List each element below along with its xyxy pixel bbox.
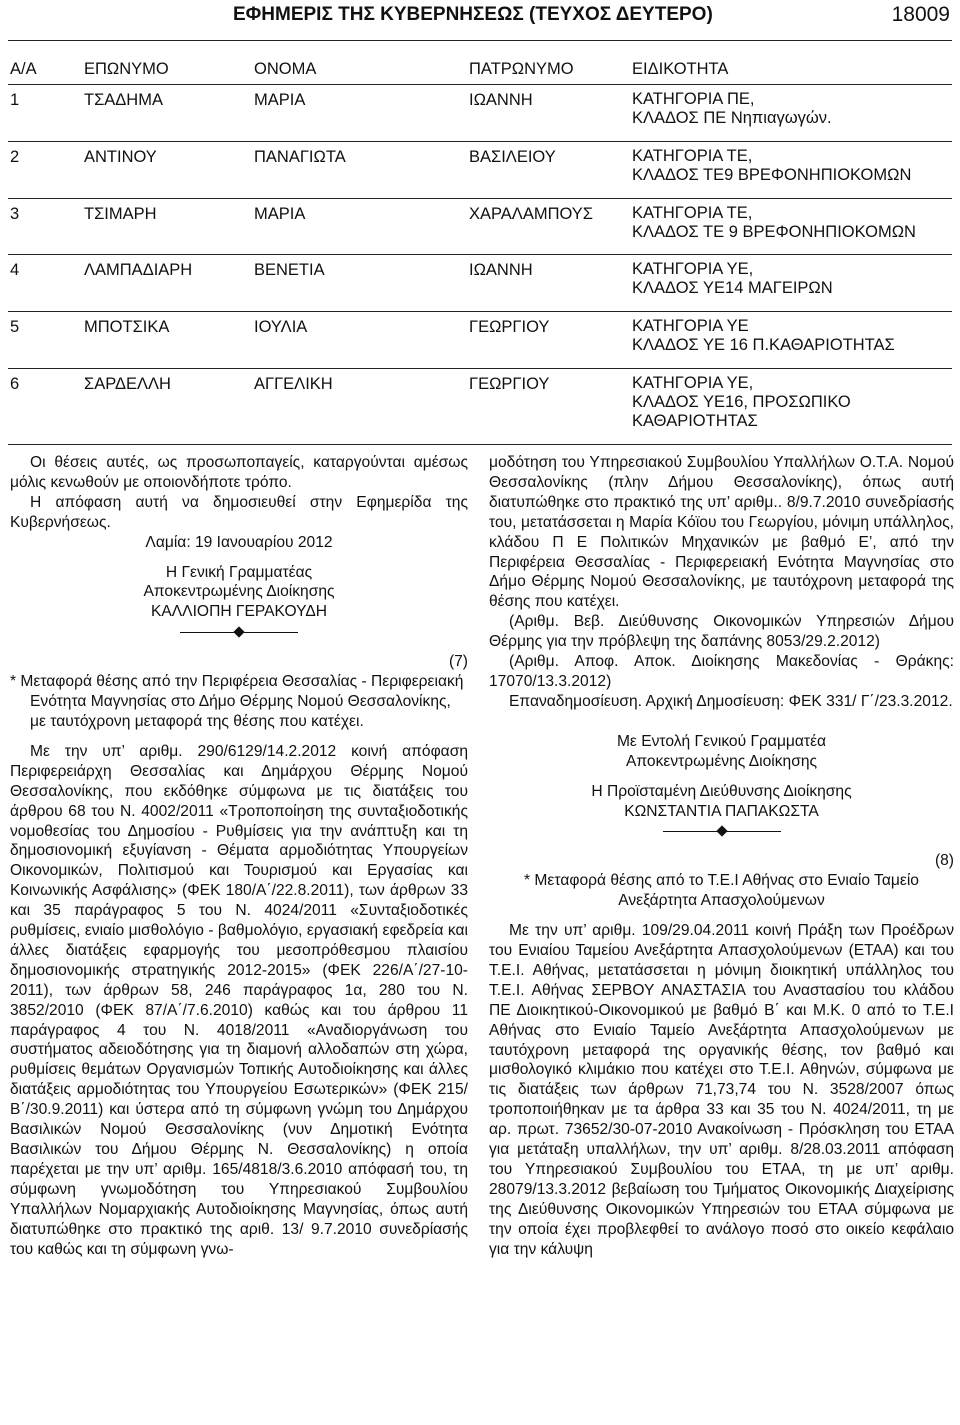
table-row xyxy=(8,142,952,199)
table-row xyxy=(8,85,952,142)
cell-father: ΓΕΩΡΓΙΟΥ xyxy=(469,318,550,336)
cell-father: ΙΩΑΝΝΗ xyxy=(469,261,533,279)
cell-specialty xyxy=(632,204,916,242)
page-number: 18009 xyxy=(891,3,950,26)
specialty-line: ΚΑΘΑΡΙΟΤΗΤΑΣ xyxy=(632,412,758,430)
specialty-line: ΚΑΤΗΓΟΡΙΑ ΥΕ, xyxy=(632,374,754,392)
cell-number: 6 xyxy=(10,375,20,393)
col-header-specialty: ΕΙΔΙΚΟΤΗΤΑ xyxy=(632,60,729,78)
republication-note: Επαναδημοσίευση. Αρχική Δημοσίευση: ΦΕΚ 331/ Γ΄/23.3.2012. xyxy=(509,692,953,710)
cell-number: 3 xyxy=(10,205,20,223)
signatory-line-3: Η Προϊσταμένη Διεύθυνσης Διοίκησης xyxy=(591,782,852,800)
specialty-line: ΚΛΑΔΟΣ ΤΕ9 ΒΡΕΦΟΝΗΠΙΟΚΟΜΩΝ xyxy=(632,166,912,184)
reference-approval: (Αριθμ. Αποφ. Αποκ. Διοίκησης Μακεδονίας - Θράκης: 17070/13.3.2012) xyxy=(489,653,954,690)
col-header-name: ΟΝΟΜΑ xyxy=(254,60,317,78)
transfer-body: Με την υπ’ αριθμ. 109/29.04.2011 κοινή Πράξη των Προέδρων του Ενιαίου Ταμείου Ανεξάρτητα Απασχολούμενων (ΕΤΑΑ) και του Τ.Ε.Ι. Αθήνας, μετατάσσεται η μόνιμη διοικητική υπάλληλος του Τ.Ε.Ι. Αθήνας ΣΕΡΒΟΥ ΑΝΑΣΤΑΣΙΑ του Αναστασίου του κλάδου ΠΕ Διοικητικού-Οικονομικού με βαθμό Β΄ και Μ.Κ. 0 από το Τ.Ε.Ι Αθήνας στο Ενιαίο Ταμείο Ανεξάρτητα Απασχολούμενων με ταυτόχρονη μεταφορά της οργανικής θέσης, τον βαθμό και μισθολογικό κλιμάκιο που κατέχει στο Τ.Ε.Ι. Αθηνών, σύμφωνα με τις διατάξεις των άρθρων 71,73,74 του Ν. 3528/2007 όπως τροποποιήθηκαν με τα άρθρα 33 και 35 του Ν. 4024/2011, τη με αρ. πρωτ. 73652/30-07-2010 Ανακοίνωση - Πρόσκληση του ΕΤΑΑ για μετάταξη υπαλλήλων, την υπ’ αριθμ. 8/28.03.2011 απόφαση του Υπηρεσιακού Συμβουλίου του ΕΤΑΑ, τη με υπ’ αριθμ. 28079/13.3.2012 βεβαίωση του Τμήματος Οικονομικής Διαχείρισης της Διεύθυνσης Οικονομικών Υπηρεσιών του ΕΤΑΑ σύμφωνα με την οποία έχει προβλεφθεί το ανάλογο ποσό στο οικείο κεφάλαιο για την κάλυψη xyxy=(489,922,954,1258)
col-header-surname: ΕΠΩΝΥΜΟ xyxy=(84,60,169,78)
cell-number: 1 xyxy=(10,91,20,109)
decision-body: Με την υπ’ αριθμ. 290/6129/14.2.2012 κοινή απόφαση Περιφερειάρχη Θεσσαλίας και Δημάρχου Θέρμης Νομού Θεσσαλονίκης, που εκδόθηκε σύμφωνα με τις διατάξεις του άρθρου 68 του Ν. 4002/2011 «Τροποποίηση της συνταξιοδοτικής νομοθεσίας του Δημοσίου - Ρυθμίσεις για την ανάπτυξη και τη δημοσιονομική εξυγίανση - Θέματα αρμοδιότητας Υπουργείων Οικονομικών, Πολιτισμού και Τουρισμού και Εργασίας και Κοινωνικής Ασφάλισης» (ΦΕΚ 180/Α΄/22.8.2011), των άρθρων 33 και 35 παράγραφος 5 του Ν. 4024/2011 «Συνταξιοδοτικές ρυθμίσεις, ενιαίο μισθολόγιο - βαθμολόγιο, εργασιακή εφεδρεία και άλλες διατάξεις εφαρμογής του μεσοπρόθεσμου πλαισίου δημοσιονομικής στρατηγικής 2012-2015» (ΦΕΚ 226/Α΄/27-10-2011), των άρθρων 58, 246 παράγραφος 1α, 280 του Ν. 3852/2010 (ΦΕΚ 87/Α΄/7.6.2010) καθώς και του άρθρου 11 παράγραφος 4 του Ν. 4018/2011 «Αναδιοργάνωση του συστήματος αδειοδότησης για τη διαμονή αλλοδαπών στη χώρα, ρυθμίσεις θεμάτων Οργανισμών Τοπικής Αυτοδιοίκησης και άλλες διατάξεις αρμοδιότητας του Υπουργείου Εσωτερικών» (ΦΕΚ 215/Β΄/30.9.2011) και ύστερα από τη σύμφωνη γνώμη του Δημάρχου Βασιλικών Νομού Θεσσαλονίκης (νυν Δημοτική Ενότητα Βασιλικών του Δήμου Θέρμης Ν. Θεσσαλονίκης) η οποία παρέχεται με την υπ’ αριθμ. 165/4818/3.6.2010 απόφασή του, τη σύμφωνη γνωμοδότηση του Υπηρεσιακού Συμβουλίου Υπαλλήλων Νομαρχιακής Αυτοδιοίκησης Μαγνησίας, όπως αυτή διατυπώθηκε στο πρακτικό της αριθ. 13/ 9.7.2010 συνεδρίασής του καθώς και τη σύμφωνη γνω- xyxy=(10,742,468,1258)
reference-budget: (Αριθμ. Βεβ. Διεύθυνσης Οικονομικών Υπηρεσιών Δήμου Θέρμης για την πρόβλεψη της δαπάνης 8053/29.2.2012) xyxy=(489,613,954,651)
specialty-line: ΚΛΑΔΟΣ ΥΕ16, ΠΡΟΣΩΠΙΚΟ xyxy=(632,393,851,411)
left-column xyxy=(10,453,468,1259)
cell-surname: ΛΑΜΠΑΔΙΑΡΗ xyxy=(84,261,193,279)
signatory-title: Η Γενική Γραμματέας xyxy=(165,563,313,581)
item-title: * Μεταφορά θέσης από την Περιφέρεια Θεσσαλίας - Περιφερειακή Ενότητα Μαγνησίας στο Δήμο Θέρμης Νομού Θεσσαλονίκης, με ταυτόχρονη μεταφορά της θέσης που κατέχει. xyxy=(10,673,464,730)
cell-specialty xyxy=(632,374,851,431)
cell-surname: ΤΣΑΔΗΜΑ xyxy=(84,91,163,109)
specialty-line: ΚΛΑΔΟΣ ΤΕ 9 ΒΡΕΦΟΝΗΠΙΟΚΟΜΩΝ xyxy=(632,223,916,241)
page-header xyxy=(8,0,952,41)
signatory-line-1: Με Εντολή Γενικού Γραμματέα xyxy=(616,732,827,750)
cell-father: ΓΕΩΡΓΙΟΥ xyxy=(469,375,550,393)
right-column xyxy=(489,453,954,1260)
table-header-row xyxy=(8,54,952,85)
signatory-organization: Αποκεντρωμένης Διοίκησης xyxy=(143,583,335,601)
cell-surname: ΑΝΤΙΝΟΥ xyxy=(84,148,157,166)
diamond-icon xyxy=(716,826,727,837)
cell-father: ΙΩΑΝΝΗ xyxy=(469,91,533,109)
specialty-line: ΚΑΤΗΓΟΡΙΑ ΤΕ, xyxy=(632,204,753,222)
cell-name: ΜΑΡΙΑ xyxy=(254,91,306,109)
section-separator xyxy=(10,622,468,642)
item-number: (7) xyxy=(448,653,468,671)
col-header-aa: Α/Α xyxy=(10,60,37,78)
place-date: Λαμία: 19 Ιανουαρίου 2012 xyxy=(145,533,333,551)
cell-name: ΠΑΝΑΓΙΩΤΑ xyxy=(254,148,346,166)
item-number: (8) xyxy=(934,852,954,870)
diamond-icon xyxy=(233,627,244,638)
cell-specialty xyxy=(632,90,832,128)
specialty-line: ΚΑΤΗΓΟΡΙΑ ΥΕ xyxy=(632,317,749,335)
cell-father: ΧΑΡΑΛΑΜΠΟΥΣ xyxy=(469,205,593,223)
table-row xyxy=(8,199,952,255)
header-title: ΕΦΗΜΕΡΙΣ ΤΗΣ ΚΥΒΕΡΝΗΣΕΩΣ (ΤΕΥΧΟΣ ΔΕΥΤΕΡΟ) xyxy=(233,4,713,25)
cell-specialty xyxy=(632,260,833,298)
specialty-line: ΚΑΤΗΓΟΡΙΑ ΠΕ, xyxy=(632,90,755,108)
cell-surname: ΤΣΙΜΑΡΗ xyxy=(84,205,157,223)
cell-name: ΒΕΝΕΤΙΑ xyxy=(254,261,325,279)
cell-surname: ΣΑΡΔΕΛΛΗ xyxy=(84,375,171,393)
section-separator xyxy=(489,821,954,841)
cell-surname: ΜΠΟΤΣΙΚΑ xyxy=(84,318,170,336)
cell-father: ΒΑΣΙΛΕΙΟΥ xyxy=(469,148,556,166)
cell-name: ΜΑΡΙΑ xyxy=(254,205,306,223)
signatory-name: ΚΩΝΣΤΑΝΤΙΑ ΠΑΠΑΚΩΣΤΑ xyxy=(624,802,819,820)
cell-number: 4 xyxy=(10,261,20,279)
cell-specialty xyxy=(632,317,895,355)
table-row xyxy=(8,312,952,369)
signatory-line-2: Αποκεντρωμένης Διοίκησης xyxy=(625,752,818,770)
cell-number: 5 xyxy=(10,318,20,336)
cell-specialty xyxy=(632,147,911,185)
publication-paragraph: Η απόφαση αυτή να δημοσιευθεί στην Εφημερίδα της Κυβερνήσεως. xyxy=(10,493,468,531)
item-title: * Μεταφορά θέσης από το Τ.Ε.Ι Αθήνας στο Ενιαίο Ταμείο Ανεξάρτητα Απασχολούμενων xyxy=(524,872,919,910)
col-header-father: ΠΑΤΡΩΝΥΜΟ xyxy=(469,60,574,78)
table-row xyxy=(8,369,952,444)
specialty-line: ΚΛΑΔΟΣ ΥΕ 16 Π.ΚΑΘΑΡΙΟΤΗΤΑΣ xyxy=(632,336,895,354)
staff-table xyxy=(8,54,952,445)
specialty-line: ΚΑΤΗΓΟΡΙΑ ΥΕ, xyxy=(632,260,754,278)
cell-name: ΑΓΓΕΛΙΚΗ xyxy=(254,375,333,393)
abolition-paragraph: Οι θέσεις αυτές, ως προσωποπαγείς, καταργούνται αμέσως μόλις κενωθούν με οποιονδήποτε τρόπο. xyxy=(10,454,468,491)
signatory-name: ΚΑΛΛΙΟΠΗ ΓΕΡΑΚΟΥΔΗ xyxy=(150,603,328,621)
decision-body-continued: μοδότηση του Υπηρεσιακού Συμβουλίου Υπαλλήλων Ο.Τ.Α. Νομού Θεσσαλονίκης (πλην Δήμου Θεσσαλονίκης), όπως αυτή διατυπώθηκε στο πρακτικό της υπ’ αριθμ.. 8/9.7.2010 συνεδρίασής του, μετατάσσεται η Μαρία Κόϊου του Γεωργίου, μόνιμη υπάλληλος, κλάδου Π Ε Πολιτικών Μηχανικών με βαθμό Ε’, από την Περιφέρεια Θεσσαλίας - Περιφερειακή Ενότητα Μαγνησίας στο Δήμο Θέρμης Νομού Θεσσαλονίκης, με ταυτόχρονη μεταφορά της θέσης που κατέχει. xyxy=(489,454,954,611)
specialty-line: ΚΑΤΗΓΟΡΙΑ ΤΕ, xyxy=(632,147,753,165)
specialty-line: ΚΛΑΔΟΣ ΥΕ14 ΜΑΓΕΙΡΩΝ xyxy=(632,279,833,297)
specialty-line: ΚΛΑΔΟΣ ΠΕ Νηπιαγωγών. xyxy=(632,109,832,127)
cell-number: 2 xyxy=(10,148,20,166)
table-row xyxy=(8,255,952,312)
cell-name: ΙΟΥΛΙΑ xyxy=(254,318,308,336)
